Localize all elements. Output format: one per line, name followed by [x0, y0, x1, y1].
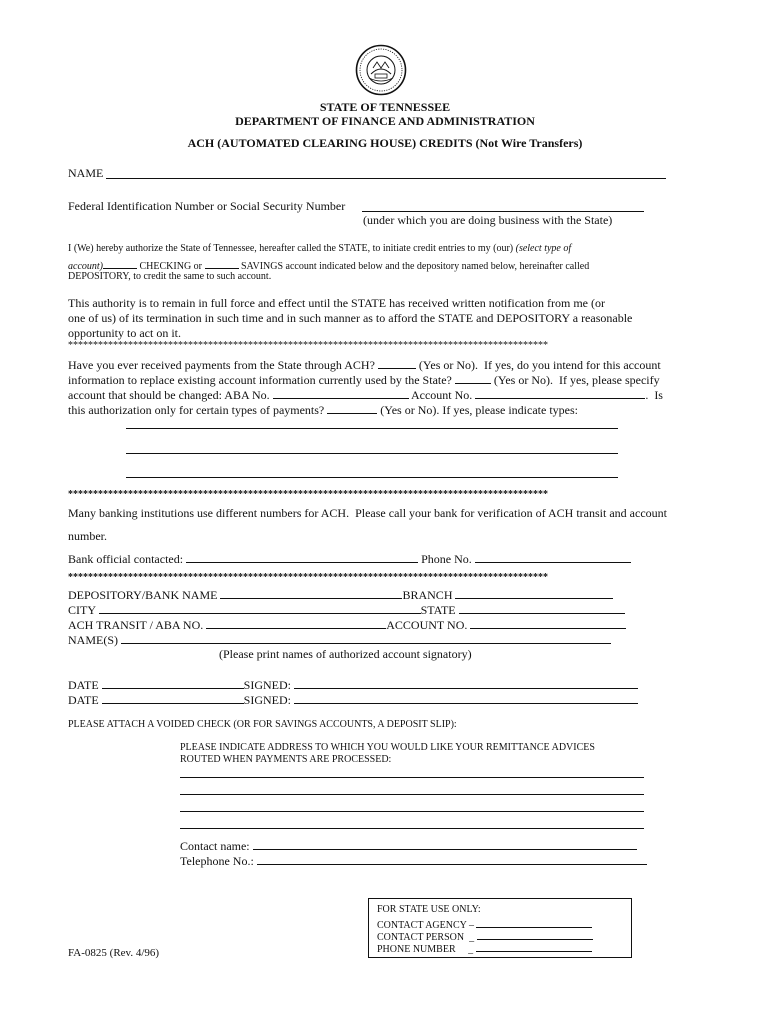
authorization-line-3: DEPOSITORY, to credit the same to such account.: [68, 271, 272, 282]
savings-field[interactable]: [205, 258, 239, 269]
header-state: STATE OF TENNESSEE: [319, 100, 451, 114]
separator-stars: ************************************************************************************************: [68, 341, 548, 351]
signature-line-2: DATE SIGNED:: [68, 693, 638, 706]
state-seal-icon: [355, 44, 407, 96]
agency-field[interactable]: [476, 917, 592, 928]
payment-types-line-2[interactable]: [126, 453, 618, 454]
fein-note: (under which you are doing business with the State): [363, 213, 613, 227]
separator-stars: ************************************************************************************************: [68, 490, 548, 500]
depository-line-4: NAME(S): [68, 633, 611, 646]
prior-ach-field[interactable]: [378, 358, 416, 369]
signed-field-1[interactable]: [294, 678, 638, 689]
authorization-line-2: account) CHECKING or SAVINGS account indicated below and the depository named below, hereinafter called: [68, 258, 589, 272]
names-field[interactable]: [121, 633, 611, 644]
certain-types-field[interactable]: [327, 403, 377, 414]
city-field[interactable]: [99, 603, 421, 614]
replace-field[interactable]: [455, 373, 491, 384]
bank-note-line-1: Many banking institutions use different numbers for ACH. Please call your bank for verification of ACH transit and account: [68, 506, 667, 520]
bank-note-line-2: number.: [68, 529, 107, 543]
names-note: (Please print names of authorized account signatory): [219, 647, 472, 661]
date-field-2[interactable]: [102, 693, 244, 704]
remit-line-2: ROUTED WHEN PAYMENTS ARE PROCESSED:: [180, 754, 392, 765]
depository-line-1: DEPOSITORY/BANK NAME BRANCH: [68, 588, 613, 601]
remit-address-line-2[interactable]: [180, 794, 644, 795]
phone-number-field[interactable]: [476, 941, 592, 952]
bank-official-field[interactable]: [186, 552, 418, 563]
contact-name-field[interactable]: [253, 839, 637, 850]
authority-line-1: This authority is to remain in full force and effect until the STATE has received written notification from me (or: [68, 296, 605, 310]
name-label: NAME: [68, 166, 104, 180]
checking-field[interactable]: [103, 258, 137, 269]
name-field[interactable]: [106, 178, 666, 179]
authority-line-2: one of us) of its termination in such time and in such manner as to afford the STATE and DEPOSITORY a reasonable: [68, 311, 633, 325]
branch-field[interactable]: [455, 588, 613, 599]
account-field[interactable]: [475, 388, 645, 399]
person-field[interactable]: [477, 929, 593, 940]
authority-line-3: opportunity to act on it.: [68, 326, 181, 340]
header-department: DEPARTMENT OF FINANCE AND ADMINISTRATION: [235, 114, 535, 128]
remit-address-line-4[interactable]: [180, 828, 644, 829]
transit-field[interactable]: [206, 618, 386, 629]
remit-line-1: PLEASE INDICATE ADDRESS TO WHICH YOU WOULD LIKE YOUR REMITTANCE ADVICES: [180, 742, 595, 753]
form-number: FA-0825 (Rev. 4/96): [68, 947, 160, 959]
depository-line-3: ACH TRANSIT / ABA NO. ACCOUNT NO.: [68, 618, 626, 631]
depository-line-2: CITY STATE: [68, 603, 625, 616]
prior-line-2: information to replace existing account information currently used by the State? (Yes or No). If yes, please specify: [68, 373, 660, 387]
prior-line-3: account that should be changed: ABA No. Account No. . Is: [68, 388, 663, 402]
fein-label: Federal Identification Number or Social Security Number: [68, 199, 346, 213]
signed-field-2[interactable]: [294, 693, 638, 704]
state-field[interactable]: [459, 603, 625, 614]
form-title: ACH (AUTOMATED CLEARING HOUSE) CREDITS (Not Wire Transfers): [187, 136, 583, 150]
state-use-box: [368, 898, 632, 958]
remit-address-line-3[interactable]: [180, 811, 644, 812]
state-use-person: CONTACT PERSON _: [377, 929, 593, 943]
phone-field[interactable]: [475, 552, 631, 563]
attach-instruction: PLEASE ATTACH A VOIDED CHECK (OR FOR SAVINGS ACCOUNTS, A DEPOSIT SLIP):: [68, 719, 457, 730]
telephone-field[interactable]: [257, 854, 647, 865]
telephone-line: Telephone No.:: [180, 854, 647, 867]
prior-line-1: Have you ever received payments from the State through ACH? (Yes or No). If yes, do you intend for this account: [68, 358, 661, 372]
aba-field[interactable]: [273, 388, 409, 399]
separator-stars: ************************************************************************************************: [68, 573, 548, 583]
state-use-title: FOR STATE USE ONLY:: [377, 904, 481, 915]
state-use-phone: PHONE NUMBER _: [377, 941, 592, 955]
bank-name-field[interactable]: [220, 588, 402, 599]
account-no-field[interactable]: [470, 618, 626, 629]
authorization-line-1: I (We) hereby authorize the State of Tennessee, hereafter called the STATE, to initiate credit entries to my (our) (select type of: [68, 243, 572, 254]
date-field-1[interactable]: [102, 678, 244, 689]
payment-types-line-1[interactable]: [126, 428, 618, 429]
fein-field[interactable]: [362, 211, 644, 212]
contact-name-line: Contact name:: [180, 839, 637, 852]
payment-types-line-3[interactable]: [126, 477, 618, 478]
signature-line-1: DATE SIGNED:: [68, 678, 638, 691]
contact-line: Bank official contacted: Phone No.: [68, 552, 631, 565]
prior-line-4: this authorization only for certain types of payments? (Yes or No). If yes, please indicate types:: [68, 403, 578, 417]
remit-address-line-1[interactable]: [180, 777, 644, 778]
state-use-agency: CONTACT AGENCY –: [377, 917, 592, 931]
